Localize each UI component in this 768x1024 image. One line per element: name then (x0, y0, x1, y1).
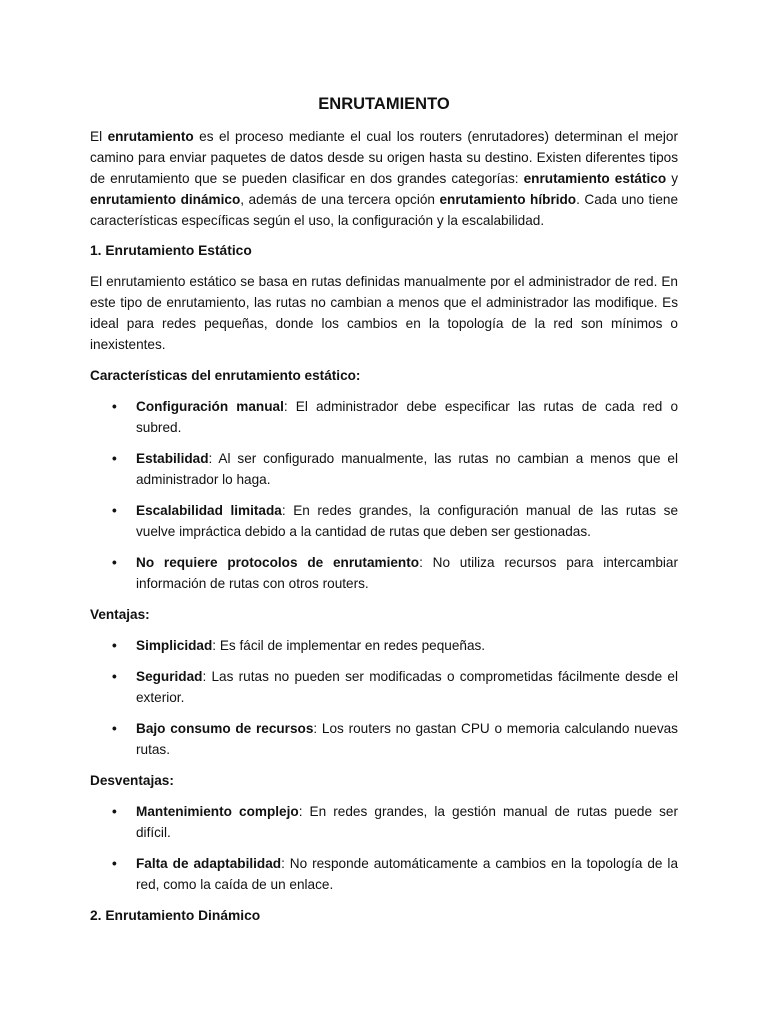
list-item (90, 801, 678, 843)
list-item (90, 718, 678, 760)
list-item-text: : No utiliza recursos para intercambiar información de rutas con otros routers. (136, 555, 678, 591)
list-item-term: Bajo consumo de recursos (136, 721, 314, 736)
list-item-term: Escalabilidad limitada (136, 503, 282, 518)
document-title: ENRUTAMIENTO (318, 95, 450, 113)
list-item (90, 853, 678, 895)
disadvantages-list (90, 801, 678, 895)
bullet-icon: • (112, 804, 117, 819)
list-item-term: Mantenimiento complejo (136, 804, 299, 819)
bullet-icon: • (112, 669, 117, 684)
list-item (90, 666, 678, 708)
section1-paragraph: El enrutamiento estático se basa en rutas definidas manualmente por el administrador de red. En este tipo de enrutamiento, las rutas no cambian a menos que el administrador las modifique. Es ideal para redes pequeñas, donde los cambios en la topología de la red son mínimos o inexistentes. (90, 274, 678, 352)
list-item-text: : No responde automáticamente a cambios en la topología de la red, como la caída de un enlace. (136, 856, 678, 892)
list-item-term: Falta de adaptabilidad (136, 856, 282, 871)
advantages-list (90, 635, 678, 760)
list-item (90, 635, 678, 656)
list-item (90, 396, 678, 438)
list-item-term: Simplicidad (136, 638, 213, 653)
intro-text-2: y (666, 171, 678, 186)
document-content (90, 92, 678, 936)
bullet-icon: • (112, 856, 117, 871)
intro-term-hibrido: enrutamiento híbrido (439, 192, 577, 207)
bullet-icon: • (112, 451, 117, 466)
intro-text-4: . Cada uno tiene características específicas según el uso, la configuración y la escalabilidad. (90, 192, 679, 228)
list-item-text: : Es fácil de implementar en redes pequeñas. (212, 638, 486, 653)
characteristics-heading: Características del enrutamiento estático: (90, 368, 361, 383)
intro-term-enrutamiento: enrutamiento (107, 129, 194, 144)
bullet-icon: • (112, 503, 117, 518)
intro-paragraph (90, 126, 678, 231)
list-item-text: : En redes grandes, la gestión manual de rutas puede ser difícil. (136, 804, 678, 840)
list-item (90, 448, 678, 490)
list-item-term: Estabilidad (136, 451, 209, 466)
intro-term-estatico: enrutamiento estático (523, 171, 667, 186)
section-heading-estatico: 1. Enrutamiento Estático (90, 243, 252, 258)
list-item-term: Configuración manual (136, 399, 284, 414)
disadvantages-heading: Desventajas: (90, 773, 174, 788)
list-item-text: : El administrador debe especificar las rutas de cada red o subred. (136, 399, 678, 435)
bullet-icon: • (112, 399, 117, 414)
characteristics-list (90, 396, 678, 594)
bullet-icon: • (112, 721, 117, 736)
advantages-heading: Ventajas: (90, 607, 150, 622)
bullet-icon: • (112, 555, 117, 570)
list-item-text: : Las rutas no pueden ser modificadas o comprometidas fácilmente desde el exterior. (136, 669, 678, 705)
bullet-icon: • (112, 638, 117, 653)
intro-text-0: El (90, 129, 108, 144)
list-item-term: No requiere protocolos de enrutamiento (136, 555, 420, 570)
list-item (90, 552, 678, 594)
list-item-term: Seguridad (136, 669, 203, 684)
list-item-text: : Al ser configurado manualmente, las rutas no cambian a menos que el administrador lo haga. (136, 451, 678, 487)
section-heading-dinamico: 2. Enrutamiento Dinámico (90, 908, 261, 923)
intro-text-3: , además de una tercera opción (240, 192, 440, 207)
list-item-text: : Los routers no gastan CPU o memoria calculando nuevas rutas. (136, 721, 678, 757)
list-item (90, 500, 678, 542)
intro-text-1: es el proceso mediante el cual los routers (enrutadores) determinan el mejor camino para enviar paquetes de datos desde su origen hasta su destino. Existen diferentes tipos de enrutamiento que se pueden clasificar en dos grandes categorías: (90, 129, 678, 186)
list-item-text: : En redes grandes, la configuración manual de las rutas se vuelve impráctica debido a la cantidad de rutas que deben ser gestionadas. (136, 503, 679, 539)
intro-term-dinamico: enrutamiento dinámico (90, 192, 241, 207)
